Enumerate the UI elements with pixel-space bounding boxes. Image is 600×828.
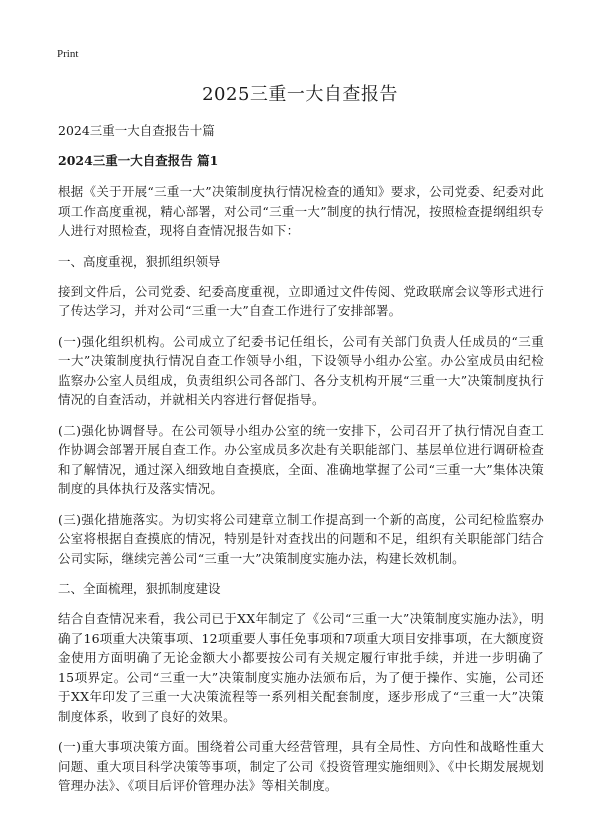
- paragraph-notice: 接到文件后，公司党委、纪委高度重视，立即通过文件传阅、党政联席会议等形式进行了传达学习，并对公司“三重一大”自查工作进行了安排部署。: [58, 283, 544, 318]
- page-title: 2025三重一大自查报告: [202, 84, 398, 105]
- document-body: [58, 122, 544, 807]
- heading-two: 二、全面梳理，狠抓制度建设: [58, 581, 221, 596]
- print-link[interactable]: Print: [57, 48, 79, 60]
- paragraph-coordination: (二)强化协调督导。在公司领导小组办公室的统一安排下，公司召开了执行情况自查工作协调会部署开展自查工作。办公室成员多次赴有关职能部门、基层单位进行调研检查和了解情况，通过深入细致地自查摸底，全面、准确地掌握了公司“三重一大”集体决策制度的具体执行及落实情况。: [58, 422, 544, 496]
- section-title: 2024三重一大自查报告 篇1: [58, 153, 219, 168]
- paragraph-intro: 根据《关于开展“三重一大”决策制度执行情况检查的通知》要求，公司党委、纪委对此项工作高度重视，精心部署，对公司“三重一大”制度的执行情况，按照检查提纲组织专人进行对照检查，现将自查情况报告如下：: [58, 184, 544, 238]
- paragraph-organization: (一)强化组织机构。公司成立了纪委书记任组长，公司有关部门负责人任成员的“三重一大”决策制度执行情况自查工作领导小组，下设领导小组办公室。办公室成员由纪检监察办公室人员组成，负责组织公司各部门、各分支机构开展“三重一大”决策制度执行情况的自查活动，并就相关内容进行督促指导。: [58, 333, 544, 407]
- paragraph-major-decisions: (一)重大事项决策方面。围绕着公司重大经营管理，具有全局性、方向性和战略性重大问题、重大项目科学决策等事项，制定了公司《投资管理实施细则》、《中长期发展规划管理办法》、《项目后评价管理办法》等相关制度。: [58, 739, 544, 793]
- paragraph-system: 结合自查情况来看，我公司已于XX年制定了《公司“三重一大”决策制度实施办法》，明确了16项重大决策事项、12项重要人事任免事项和7项重大项目安排事项，在大额度资金使用方面明确了无论金额大小都要按公司有关规定履行审批手续，并进一步明确了15项界定。公司“三重一大”决策制度实施办法颁布后，为了便于操作、实施，公司还于XX年印发了三重一大决策流程等一系列相关配套制度，逐步形成了“三重一大”决策制度体系，收到了良好的效果。: [58, 611, 544, 724]
- document-subtitle: 2024三重一大自查报告十篇: [58, 123, 215, 138]
- heading-one: 一、高度重视，狠抓组织领导: [58, 253, 221, 269]
- paragraph-measures: (三)强化措施落实。为切实将公司建章立制工作提高到一个新的高度，公司纪检监察办公室将根据自查摸底的情况，特别是针对查找出的问题和不足，组织有关职能部门结合公司实际，继续完善公司“三重一大”决策制度实施办法，构建长效机制。: [58, 511, 544, 566]
